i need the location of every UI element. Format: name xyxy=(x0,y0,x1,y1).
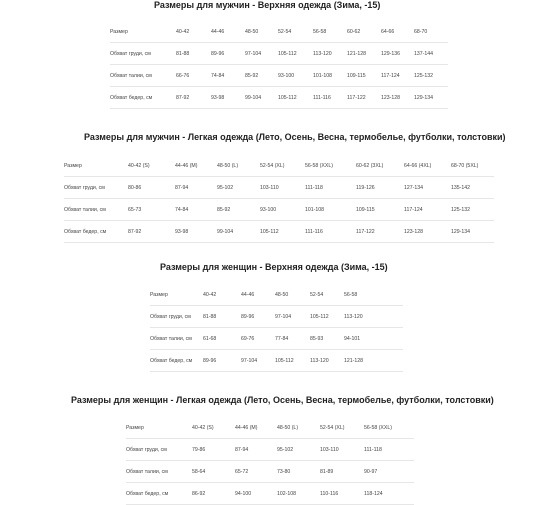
table-cell: 40-42 xyxy=(203,284,241,306)
table-row xyxy=(64,177,494,199)
table-cell: 48-50 xyxy=(245,21,278,43)
table-cell: 129-134 xyxy=(414,87,448,109)
table-cell: 111-118 xyxy=(364,439,414,461)
table-row xyxy=(150,284,403,306)
table-cell: 121-128 xyxy=(347,43,381,65)
table-cell: 105-112 xyxy=(278,43,313,65)
table-cell: 61-68 xyxy=(203,328,241,350)
table-cell: 86-92 xyxy=(192,483,235,505)
table-cell: 127-134 xyxy=(404,177,451,199)
table-row xyxy=(110,65,448,87)
table-row xyxy=(110,87,448,109)
table-cell: 105-112 xyxy=(278,87,313,109)
table-cell: 79-86 xyxy=(192,439,235,461)
table-cell: 52-54 xyxy=(310,284,344,306)
table-cell: 110-116 xyxy=(320,483,364,505)
row-label: Размер xyxy=(64,155,128,177)
table-cell: 68-70 xyxy=(414,21,448,43)
table-cell: 74-84 xyxy=(211,65,245,87)
row-label: Обхват груди, см xyxy=(150,306,203,328)
table-row xyxy=(110,43,448,65)
row-label: Обхват талии, см xyxy=(110,65,176,87)
table-cell: 48-50 (L) xyxy=(277,417,320,439)
table-cell: 105-112 xyxy=(275,350,310,372)
table-cell: 89-96 xyxy=(203,350,241,372)
table-cell: 56-58 (XXL) xyxy=(305,155,356,177)
row-label: Обхват груди, см xyxy=(64,177,128,199)
table-row xyxy=(150,328,403,350)
table-cell: 99-104 xyxy=(217,221,260,243)
table-cell: 56-58 xyxy=(344,284,403,306)
table-cell: 129-134 xyxy=(451,221,494,243)
table-cell: 113-120 xyxy=(313,43,347,65)
row-label: Обхват талии, см xyxy=(150,328,203,350)
table-cell: 103-110 xyxy=(320,439,364,461)
table-row xyxy=(64,155,494,177)
table-cell: 58-64 xyxy=(192,461,235,483)
table-cell: 103-110 xyxy=(260,177,305,199)
table-cell: 80-86 xyxy=(128,177,175,199)
table-cell: 109-115 xyxy=(356,199,404,221)
table-cell: 87-94 xyxy=(175,177,217,199)
table-cell: 117-122 xyxy=(347,87,381,109)
table-cell: 90-97 xyxy=(364,461,414,483)
table-cell: 129-136 xyxy=(381,43,414,65)
table-cell: 105-112 xyxy=(260,221,305,243)
table-cell: 40-42 xyxy=(176,21,211,43)
table-cell: 81-88 xyxy=(176,43,211,65)
table-cell: 109-115 xyxy=(347,65,381,87)
table-cell: 56-58 (XXL) xyxy=(364,417,414,439)
table-cell: 89-96 xyxy=(241,306,275,328)
table-cell: 119-126 xyxy=(356,177,404,199)
men-light-table xyxy=(64,155,494,243)
table-cell: 89-96 xyxy=(211,43,245,65)
table-cell: 93-100 xyxy=(260,199,305,221)
row-label: Обхват бедер, см xyxy=(64,221,128,243)
table-cell: 117-124 xyxy=(404,199,451,221)
table-cell: 93-98 xyxy=(211,87,245,109)
women-outerwear-table xyxy=(150,284,403,372)
table-cell: 64-66 (4XL) xyxy=(404,155,451,177)
row-label: Обхват бедер, см xyxy=(110,87,176,109)
table-row xyxy=(150,350,403,372)
table-cell: 87-92 xyxy=(176,87,211,109)
row-label: Размер xyxy=(110,21,176,43)
table-row xyxy=(64,199,494,221)
table-cell: 105-112 xyxy=(310,306,344,328)
table-cell: 97-104 xyxy=(245,43,278,65)
table-cell: 95-102 xyxy=(277,439,320,461)
women-outerwear-title: Размеры для женщин - Верхняя одежда (Зима, -15) xyxy=(160,262,388,272)
table-cell: 44-46 xyxy=(211,21,245,43)
table-cell: 94-100 xyxy=(235,483,277,505)
row-label: Обхват бедер, см xyxy=(126,483,192,505)
table-cell: 121-128 xyxy=(344,350,403,372)
table-row xyxy=(150,306,403,328)
table-cell: 123-128 xyxy=(404,221,451,243)
men-outerwear-table xyxy=(110,21,448,109)
table-cell: 87-94 xyxy=(235,439,277,461)
table-cell: 111-116 xyxy=(313,87,347,109)
table-cell: 125-132 xyxy=(451,199,494,221)
row-label: Обхват груди, см xyxy=(110,43,176,65)
table-cell: 64-66 xyxy=(381,21,414,43)
table-cell: 68-70 (5XL) xyxy=(451,155,494,177)
table-cell: 48-50 xyxy=(275,284,310,306)
table-row xyxy=(126,483,414,505)
table-row xyxy=(126,417,414,439)
table-cell: 97-104 xyxy=(275,306,310,328)
table-cell: 52-54 xyxy=(278,21,313,43)
table-cell: 81-89 xyxy=(320,461,364,483)
table-cell: 52-54 (XL) xyxy=(320,417,364,439)
table-row xyxy=(64,221,494,243)
women-light-table xyxy=(126,417,414,505)
table-cell: 101-108 xyxy=(305,199,356,221)
table-cell: 48-50 (L) xyxy=(217,155,260,177)
table-cell: 74-84 xyxy=(175,199,217,221)
table-cell: 44-46 (M) xyxy=(175,155,217,177)
table-cell: 56-58 xyxy=(313,21,347,43)
table-cell: 73-80 xyxy=(277,461,320,483)
table-cell: 94-101 xyxy=(344,328,403,350)
row-label: Обхват талии, см xyxy=(126,461,192,483)
table-row xyxy=(110,21,448,43)
table-cell: 85-92 xyxy=(217,199,260,221)
table-cell: 52-54 (XL) xyxy=(260,155,305,177)
table-cell: 111-118 xyxy=(305,177,356,199)
table-cell: 99-104 xyxy=(245,87,278,109)
table-cell: 65-72 xyxy=(235,461,277,483)
table-cell: 102-108 xyxy=(277,483,320,505)
table-cell: 85-92 xyxy=(245,65,278,87)
table-cell: 97-104 xyxy=(241,350,275,372)
table-cell: 87-92 xyxy=(128,221,175,243)
table-row xyxy=(126,461,414,483)
row-label: Обхват бедер, см xyxy=(150,350,203,372)
table-cell: 65-73 xyxy=(128,199,175,221)
table-cell: 95-102 xyxy=(217,177,260,199)
row-label: Обхват талии, см xyxy=(64,199,128,221)
table-cell: 40-42 (S) xyxy=(128,155,175,177)
women-light-title: Размеры для женщин - Легкая одежда (Лето, Осень, Весна, термобелье, футболки, толстовки) xyxy=(71,395,494,405)
table-cell: 101-108 xyxy=(313,65,347,87)
row-label: Размер xyxy=(150,284,203,306)
row-label: Размер xyxy=(126,417,192,439)
table-cell: 81-88 xyxy=(203,306,241,328)
table-cell: 137-144 xyxy=(414,43,448,65)
table-cell: 69-76 xyxy=(241,328,275,350)
table-cell: 77-84 xyxy=(275,328,310,350)
men-outerwear-title: Размеры для мужчин - Верхняя одежда (Зима, -15) xyxy=(154,0,381,10)
table-cell: 118-124 xyxy=(364,483,414,505)
table-cell: 113-120 xyxy=(344,306,403,328)
table-cell: 123-128 xyxy=(381,87,414,109)
table-cell: 117-122 xyxy=(356,221,404,243)
table-cell: 85-93 xyxy=(310,328,344,350)
table-cell: 125-132 xyxy=(414,65,448,87)
table-cell: 93-100 xyxy=(278,65,313,87)
table-cell: 93-98 xyxy=(175,221,217,243)
table-cell: 44-46 xyxy=(241,284,275,306)
table-cell: 66-76 xyxy=(176,65,211,87)
table-cell: 117-124 xyxy=(381,65,414,87)
table-cell: 111-116 xyxy=(305,221,356,243)
table-cell: 135-142 xyxy=(451,177,494,199)
table-cell: 40-42 (S) xyxy=(192,417,235,439)
table-cell: 60-62 xyxy=(347,21,381,43)
table-cell: 60-62 (3XL) xyxy=(356,155,404,177)
table-cell: 113-120 xyxy=(310,350,344,372)
men-light-title: Размеры для мужчин - Легкая одежда (Лето, Осень, Весна, термобелье, футболки, толстовки) xyxy=(84,132,506,142)
row-label: Обхват груди, см xyxy=(126,439,192,461)
table-row xyxy=(126,439,414,461)
table-cell: 44-46 (M) xyxy=(235,417,277,439)
